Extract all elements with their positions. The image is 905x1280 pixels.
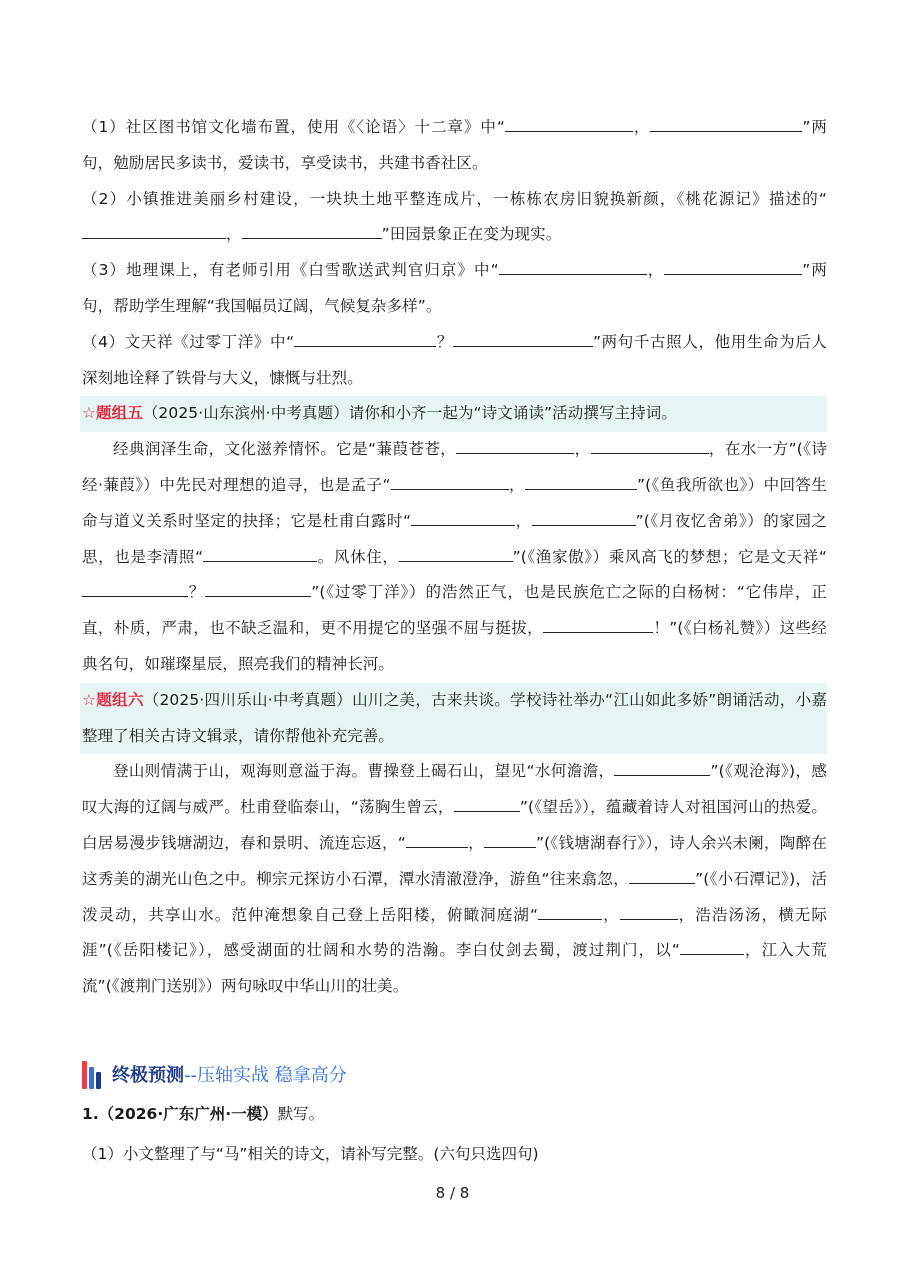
bar bbox=[96, 1072, 101, 1089]
answer-blank bbox=[82, 237, 226, 239]
item-3-tail: ”两句，帮助学生理解“我国幅员辽阔，气候复杂多样”。 bbox=[82, 261, 827, 315]
answer-blank bbox=[406, 846, 468, 848]
answer-blank bbox=[680, 953, 744, 955]
group-5-prompt: 请你和小齐一起为“诗文诵读”活动撰写主持词。 bbox=[348, 404, 677, 423]
question-1-source: 1.（2026·广东广州·一模） bbox=[82, 1104, 278, 1123]
answer-blank bbox=[453, 345, 593, 347]
item-2-tail: ”田园景象正在变为现实。 bbox=[381, 225, 562, 244]
answer-blank bbox=[391, 488, 509, 490]
item-4-tail: ”两句千古照人，他用生命为后人深刻地诠释了铁骨与大义，慷慨与壮烈。 bbox=[82, 332, 828, 387]
answer-blank bbox=[543, 631, 653, 633]
answer-blank bbox=[411, 524, 515, 526]
group-5-heading bbox=[80, 396, 827, 432]
answer-blank bbox=[456, 452, 574, 454]
section-title: 终极预测--压轴实战 稳拿高分 bbox=[112, 1064, 347, 1086]
page-content bbox=[82, 110, 827, 1171]
group-6-passage: 登山则情满于山，观海则意溢于海。曹操登上碣石山，望见“水何澹澹， ”(《观沧海》)，感叹大海的辽阔与威严。杜甫登临泰山，“荡胸生曾云， ”(《望岳》），蕴藏着诗人对祖国河山的热爱。白居易漫步钱塘湖边，春和景明、流连忘返，“ ， ”(《钱塘湖春行》），诗人余兴未阑，陶醉在这秀美的湖光山色之中。柳宗元探访小石潭，潭水清澈澄净，游鱼“往来翕忽， ”(《小石潭记》)，活泼灵动，共享山水。范仲淹想象自己登上岳阳楼，俯瞰洞庭湖“ ， ，浩浩汤汤，横无际涯”(《岳阳楼记》），感受湖面的壮阔和水势的浩瀚。李白仗剑去蜀，渡过荆门，以“ ，江入大荒流”(《渡荆门送别》）两句咏叹中华山川的壮美。 bbox=[82, 762, 828, 996]
answer-blank bbox=[205, 595, 311, 597]
answer-blank bbox=[294, 345, 436, 347]
item-2: （2）小镇推进美丽乡村建设，一块块土地平整连成片，一栋栋农房旧貌换新颜，《桃花源记》描述的“， ”田园景象正在变为现实。 bbox=[82, 189, 827, 244]
book-bars-icon bbox=[82, 1061, 106, 1089]
item-2-text: （2）小镇推进美丽乡村建设，一块块土地平整连成片，一栋栋农房旧貌换新颜，《桃花源记》描述的“ bbox=[82, 189, 827, 208]
question-1-title: 1.（2026·广东广州·一模）默写。 bbox=[82, 1104, 325, 1123]
bar bbox=[82, 1061, 87, 1089]
group-6-prompt: 山川之美，古来共谈。学校诗社举办“江山如此多娇”朗诵活动，小嘉整理了相关古诗文辑录，请你帮他补充完善。 bbox=[82, 690, 828, 745]
item-4-text: （4）文天祥《过零丁洋》中“ bbox=[82, 332, 295, 351]
answer-blank bbox=[484, 846, 536, 848]
answer-blank bbox=[454, 810, 520, 812]
answer-blank bbox=[525, 488, 637, 490]
group-5-passage: 经典润泽生命，文化滋养情怀。它是“蒹葭苍苍， ， ，在水一方”(《诗经·蒹葭》）中先民对理想的追寻，也是孟子“ ， ”(《鱼我所欲也》）中回答生命与道义关系时坚定的抉择；它是杜甫白露时“ ， ”(《月夜忆舍弟》）的家园之思，也是李清照“ 。风休住， ”(《渔家傲》）乘风高飞的梦想；它是文天祥“？ ”(《过零丁洋》）的浩然正气，也是民族危亡之际的白杨树：“它伟岸，正直，朴质，严肃，也不缺乏温和，更不用提它的坚强不屈与挺拔， ！”(《白杨礼赞》）这些经典名句，如璀璨星辰，照亮我们的精神长河。 bbox=[82, 440, 828, 673]
section-subtitle: --压轴实战 稳拿高分 bbox=[184, 1064, 347, 1086]
star-icon: ☆ bbox=[82, 690, 97, 709]
answer-blank bbox=[538, 918, 602, 920]
item-3-text: （3）地理课上，有老师引用《白雪歌送武判官归京》中“ bbox=[82, 261, 499, 280]
answer-blank bbox=[620, 918, 678, 920]
answer-blank bbox=[614, 774, 710, 776]
answer-blank bbox=[242, 237, 382, 239]
item-1-tail: ”两句，勉励居民多读书，爱读书，享受读书，共建书香社区。 bbox=[82, 118, 828, 172]
answer-blank bbox=[591, 452, 709, 454]
section-heading bbox=[82, 1057, 827, 1097]
star-icon: ☆ bbox=[82, 404, 96, 423]
group-5-title: 题组五 bbox=[96, 404, 143, 423]
item-4: （4）文天祥《过零丁洋》中“ ？ ”两句千古照人，他用生命为后人深刻地诠释了铁骨与大义，慷慨与壮烈。 bbox=[82, 332, 828, 387]
question-1-sub: （1）小文整理了与“马”相关的诗文，请补写完整。(六句只选四句) bbox=[82, 1144, 539, 1163]
group-6-title: 题组六 bbox=[96, 690, 144, 709]
group-6-heading bbox=[80, 683, 827, 755]
page-number: 8 / 8 bbox=[435, 1184, 470, 1202]
answer-blank bbox=[82, 595, 188, 597]
group-6-source: （2025·四川乐山·中考真题） bbox=[143, 690, 353, 709]
answer-blank bbox=[532, 524, 636, 526]
answer-blank bbox=[499, 273, 647, 275]
answer-blank bbox=[629, 882, 695, 884]
item-1-text: （1）社区图书馆文化墙布置，使用《〈论语〉十二章》中“ bbox=[82, 118, 506, 136]
answer-blank bbox=[399, 560, 513, 562]
answer-blank bbox=[505, 130, 633, 132]
answer-blank bbox=[664, 273, 802, 275]
item-3: （3）地理课上，有老师引用《白雪歌送武判官归京》中“ ， ”两句，帮助学生理解“我国幅员辽阔，气候复杂多样”。 bbox=[82, 261, 827, 315]
bar bbox=[89, 1067, 94, 1089]
group-5-source: （2025·山东滨州·中考真题） bbox=[142, 404, 349, 423]
item-1: （1）社区图书馆文化墙布置，使用《〈论语〉十二章》中“ ， ”两句，勉励居民多读书，爱读书，享受读书，共建书香社区。 bbox=[82, 118, 828, 172]
answer-blank bbox=[650, 130, 802, 132]
answer-blank bbox=[203, 560, 317, 562]
